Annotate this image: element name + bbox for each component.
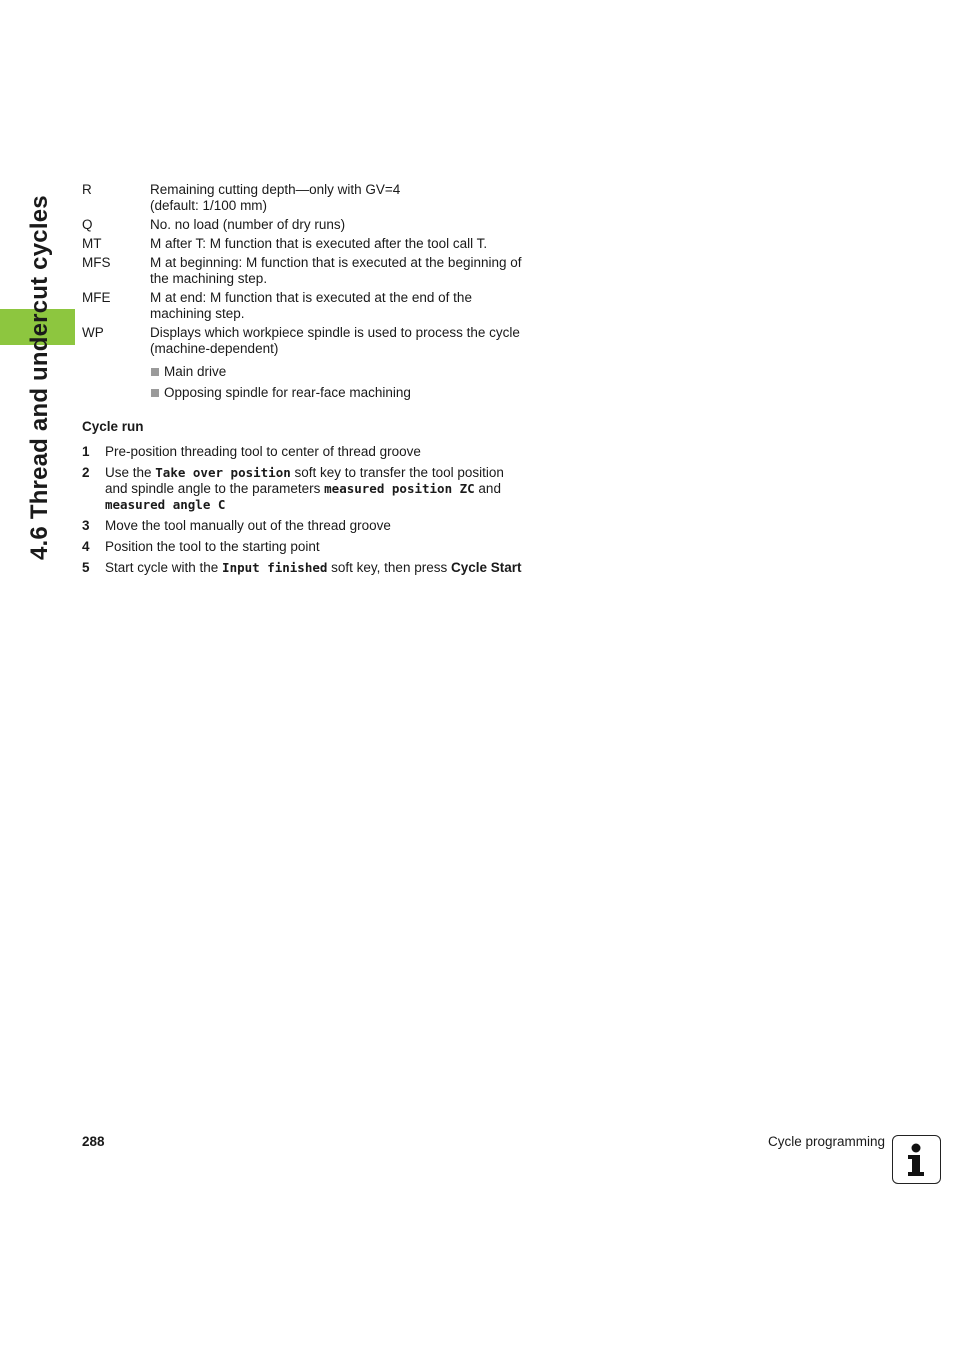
square-bullet-icon: [151, 389, 159, 397]
chapter-side-title: 4.6 Thread and undercut cycles: [26, 195, 53, 560]
softkey-name: Take over position: [155, 465, 291, 480]
parameter-row: [82, 255, 527, 287]
step-text-part: Start cycle with the: [105, 560, 223, 575]
parameter-row: [82, 325, 527, 357]
wp-option-item: [150, 364, 527, 380]
step-text-part: Use the: [105, 465, 156, 480]
cycle-step: [82, 518, 527, 534]
wp-option-label: Main drive: [164, 364, 227, 379]
page-number: 288: [82, 1134, 105, 1149]
step-text-part: Position the tool to the starting point: [105, 539, 320, 554]
softkey-name: measured angle C: [105, 497, 226, 512]
step-text-part: and: [474, 481, 501, 496]
step-number: 5: [82, 560, 90, 575]
step-text: [105, 444, 527, 460]
parameter-description: M at beginning: M function that is executed at the beginning of the machining step.: [150, 255, 522, 286]
parameter-description: Displays which workpiece spindle is used to process the cycle (machine-dependent): [150, 325, 520, 356]
wp-option-item: [150, 385, 527, 401]
parameter-key: WP: [82, 325, 104, 340]
step-text: [105, 518, 527, 534]
step-number: 2: [82, 465, 90, 480]
step-number: 1: [82, 444, 90, 459]
step-text: [105, 465, 527, 513]
step-text-part: soft key to transfer the tool position and spindle angle to the parameters: [105, 465, 504, 496]
step-number: 3: [82, 518, 90, 533]
cycle-step: [82, 560, 527, 576]
step-text: [105, 560, 527, 576]
step-text-part: Pre-position threading tool to center of thread groove: [105, 444, 421, 459]
parameter-row: [82, 217, 527, 233]
parameter-row: [82, 236, 527, 252]
parameter-list: [82, 182, 527, 357]
parameter-key: MFE: [82, 290, 111, 305]
step-text-part: Move the tool manually out of the thread groove: [105, 518, 391, 533]
parameter-description: M after T: M function that is executed after the tool call T.: [150, 236, 488, 251]
step-text-part: soft key, then press: [327, 560, 451, 575]
cycle-step: [82, 444, 527, 460]
parameter-key: MT: [82, 236, 102, 251]
parameter-row: [82, 290, 527, 322]
wp-option-list: [150, 364, 527, 401]
parameter-key: MFS: [82, 255, 111, 270]
parameter-description: No. no load (number of dry runs): [150, 217, 346, 232]
step-number: 4: [82, 539, 90, 554]
cycle-run-steps: [82, 444, 527, 576]
key-name: Cycle Start: [450, 560, 522, 575]
parameter-key: R: [82, 182, 92, 197]
softkey-name: Input finished: [222, 560, 328, 575]
parameter-key: Q: [82, 217, 93, 232]
step-text: [105, 539, 527, 555]
parameter-description: M at end: M function that is executed at the end of the machining step.: [150, 290, 472, 321]
square-bullet-icon: [151, 368, 159, 376]
info-icon: [892, 1135, 941, 1184]
main-content: [82, 182, 527, 581]
parameter-description: Remaining cutting depth—only with GV=4 (default: 1/100 mm): [150, 182, 401, 213]
cycle-run-heading: Cycle run: [82, 419, 144, 434]
cycle-step: [82, 539, 527, 555]
softkey-name: measured position ZC: [324, 481, 475, 496]
footer-title: Cycle programming: [767, 1134, 885, 1149]
wp-option-label: Opposing spindle for rear-face machining: [164, 385, 411, 400]
cycle-step: [82, 465, 527, 513]
parameter-row: [82, 182, 527, 214]
